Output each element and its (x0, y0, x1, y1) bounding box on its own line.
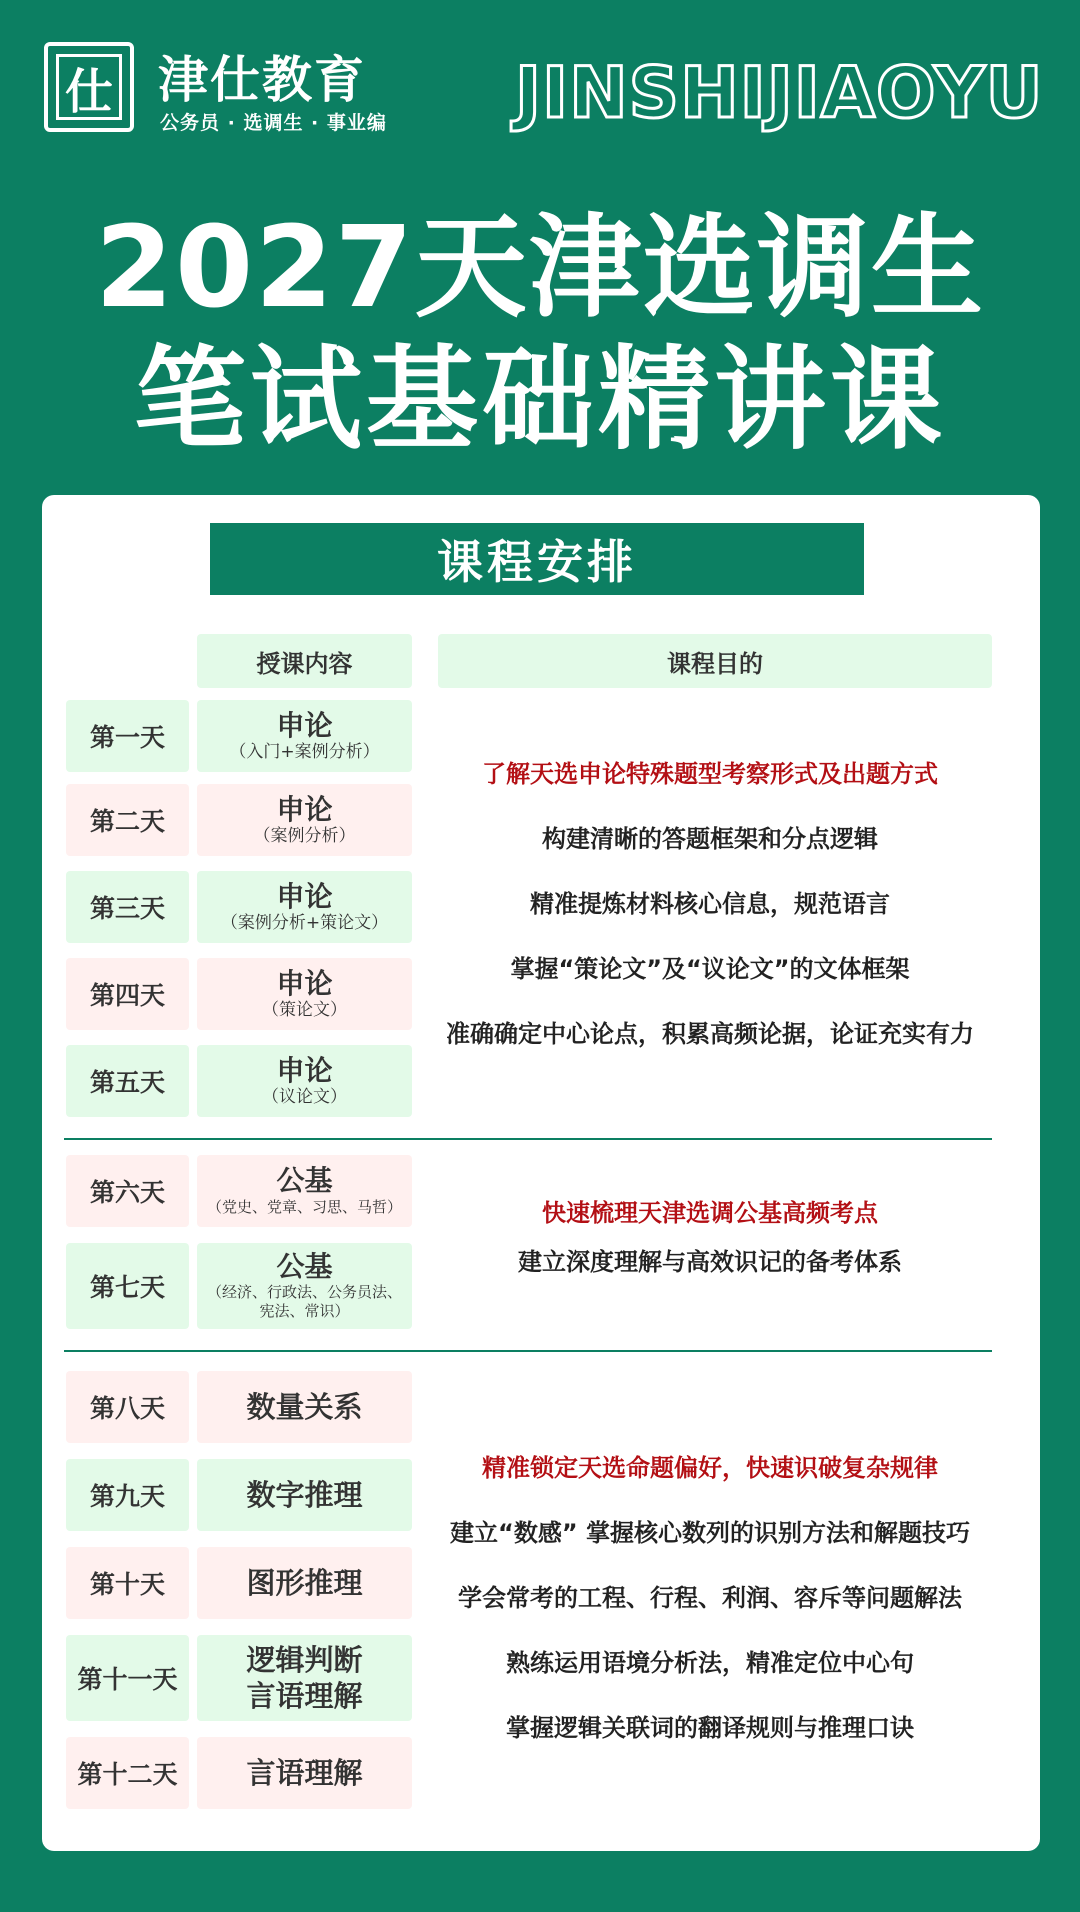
course-goal: 建立“数感” 掌握核心数列的识别方法和解题技巧 (450, 1519, 970, 1547)
course-content-cell (197, 958, 412, 1030)
course-subject: 申论 (276, 792, 333, 826)
course-content-cell (197, 1155, 412, 1227)
course-goal: 精准提炼材料核心信息，规范语言 (530, 890, 890, 918)
course-goal: 掌握“策论文”及“议论文”的文体框架 (510, 955, 910, 983)
course-content-cell (197, 1635, 412, 1721)
course-goal: 学会常考的工程、行程、利润、容斥等问题解法 (458, 1584, 962, 1612)
course-goal-highlight: 了解天选申论特殊题型考察形式及出题方式 (482, 760, 938, 788)
course-goal-highlight: 精准锁定天选命题偏好，快速识破复杂规律 (482, 1454, 938, 1482)
brand-logo (44, 42, 134, 132)
logo-glyph: 仕 (64, 63, 113, 120)
course-goal: 构建清晰的答题框架和分点逻辑 (542, 825, 878, 853)
section-divider (64, 1350, 992, 1352)
day-label: 第十一天 (66, 1635, 189, 1721)
course-subject: 言语理解 (197, 1737, 412, 1809)
course-goal: 掌握逻辑关联词的翻译规则与推理口诀 (506, 1714, 914, 1742)
day-label: 第二天 (66, 784, 189, 856)
brand-english-name: JINSHIJIAOYU (515, 52, 1044, 134)
schedule-heading: 课程安排 (210, 523, 864, 595)
course-content-cell (197, 871, 412, 943)
course-goal-highlight: 快速梳理天津选调公基高频考点 (542, 1199, 878, 1227)
course-note: （党史、党章、习思、马哲） (206, 1197, 402, 1216)
course-note: （策论文） (262, 999, 347, 1020)
column-header-content: 授课内容 (197, 634, 412, 688)
course-note: （议论文） (262, 1086, 347, 1107)
day-label: 第六天 (66, 1155, 189, 1227)
course-subject: 数量关系 (197, 1371, 412, 1443)
day-label: 第五天 (66, 1045, 189, 1117)
course-content-cell (197, 700, 412, 772)
course-subject: 申论 (276, 1053, 333, 1087)
day-label: 第一天 (66, 700, 189, 772)
page-title-line2: 笔试基础精讲课 (134, 335, 946, 465)
course-subject: 申论 (276, 966, 333, 1000)
day-label: 第十天 (66, 1547, 189, 1619)
course-subject: 公基 (276, 1250, 333, 1283)
course-subject: 逻辑判断 (246, 1643, 363, 1677)
brand-name: 津仕教育 (158, 51, 366, 109)
course-goal: 建立深度理解与高效识记的备考体系 (518, 1248, 902, 1276)
day-label: 第十二天 (66, 1737, 189, 1809)
course-subject: 申论 (276, 879, 333, 913)
course-subject: 公基 (276, 1163, 333, 1197)
course-subject: 言语理解 (246, 1679, 363, 1713)
column-header-goal: 课程目的 (438, 634, 992, 688)
course-subject: 图形推理 (197, 1547, 412, 1619)
course-subject: 数字推理 (197, 1459, 412, 1531)
day-label: 第九天 (66, 1459, 189, 1531)
brand-subtitle: 公务员 · 选调生 · 事业编 (160, 112, 387, 134)
course-content-cell (197, 1045, 412, 1117)
course-note: （案例分析+策论文） (220, 912, 389, 933)
course-goal: 熟练运用语境分析法，精准定位中心句 (506, 1649, 914, 1677)
course-content-cell (197, 784, 412, 856)
day-label: 第四天 (66, 958, 189, 1030)
course-subject: 申论 (276, 708, 333, 742)
course-goal: 准确确定中心论点，积累高频论据，论证充实有力 (446, 1020, 974, 1048)
day-label: 第七天 (66, 1243, 189, 1329)
section-divider (64, 1138, 992, 1140)
course-note: （案例分析） (253, 825, 356, 846)
day-label: 第三天 (66, 871, 189, 943)
course-note: （经济、行政法、公务员法、 (206, 1283, 402, 1301)
course-note: （入门+案例分析） (229, 741, 380, 762)
day-label: 第八天 (66, 1371, 189, 1443)
course-note: 宪法、常识） (259, 1302, 350, 1320)
page-title-line1: 2027天津选调生 (95, 203, 985, 333)
course-content-cell (197, 1243, 412, 1329)
